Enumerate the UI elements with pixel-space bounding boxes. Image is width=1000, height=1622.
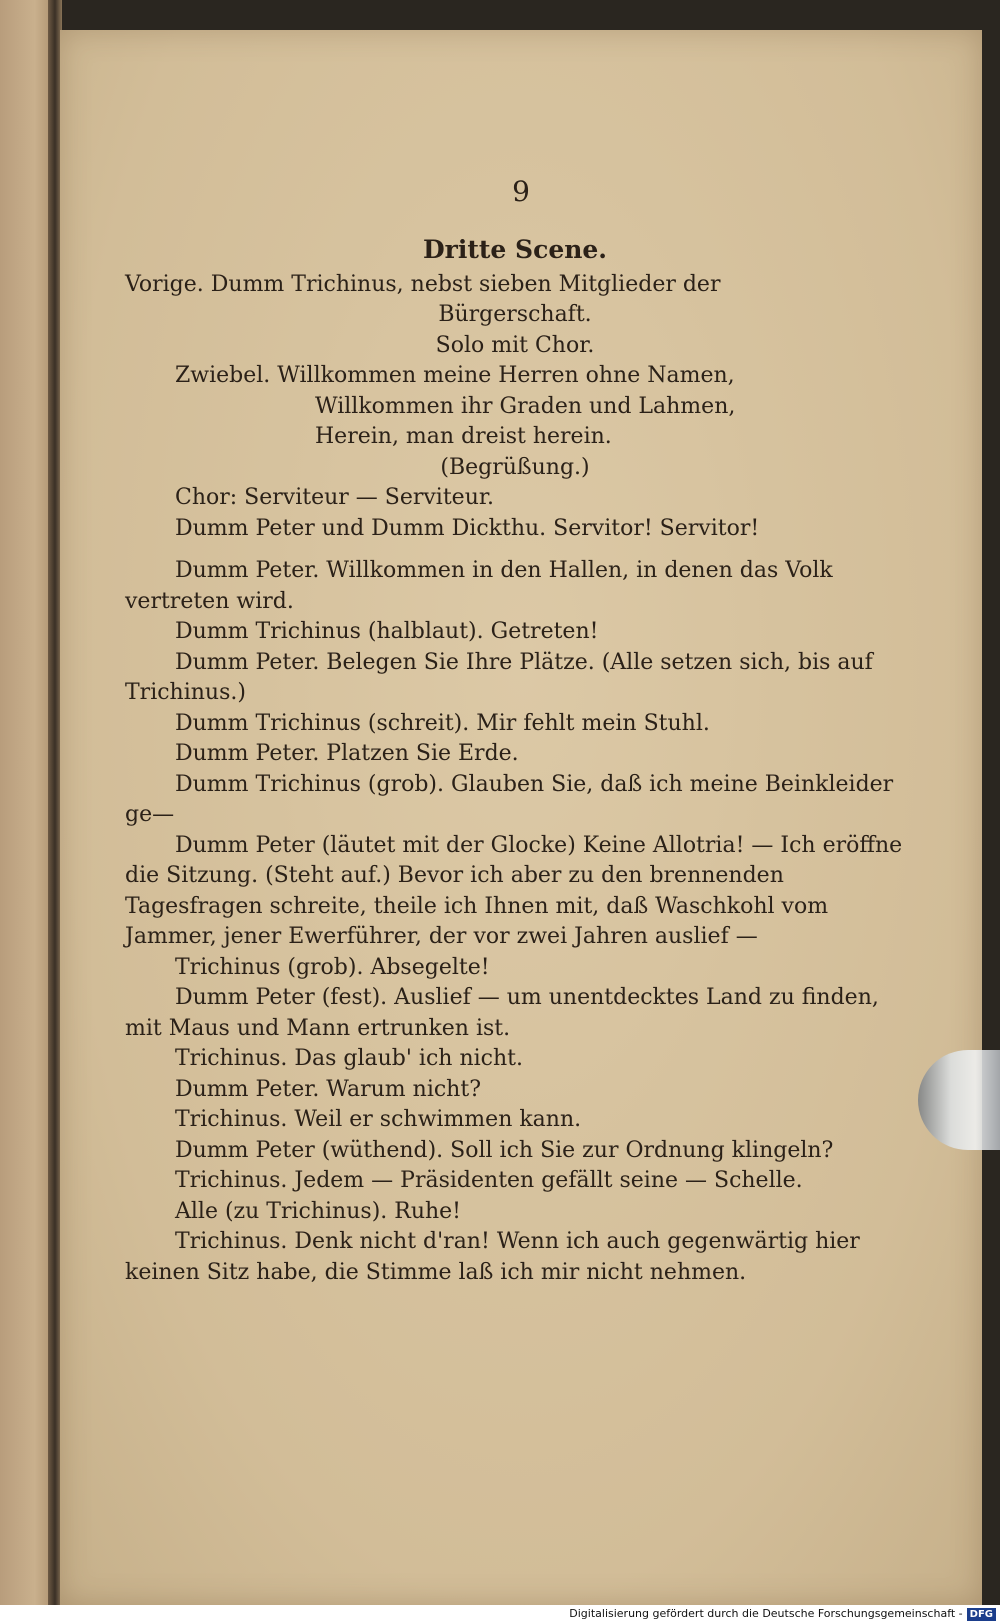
dialogue-line: Dumm Peter. Warum nicht? bbox=[175, 1076, 481, 1102]
dialogue-line: Dumm Trichinus (grob). Glauben Sie, daß ich meine Beinkleider ge— bbox=[125, 771, 894, 827]
dialogue-line: Dumm Peter (fest). Auslief — um unentdecktes Land zu finden, mit Maus und Mann ertrunken ist. bbox=[125, 985, 879, 1041]
dialogue-line: Dumm Peter. Willkommen in den Hallen, in denen das Volk vertreten wird. bbox=[125, 558, 833, 614]
scene-heading: Dritte Scene. bbox=[422, 235, 608, 264]
song-line: Willkommen ihr Graden und Lahmen, bbox=[315, 393, 736, 419]
dialogue-line: Dumm Peter. Platzen Sie Erde. bbox=[175, 741, 519, 766]
solo-label: Solo mit Chor. bbox=[435, 332, 595, 358]
book-page bbox=[60, 30, 982, 1605]
dialogue-line: Dumm Trichinus (schreit). Mir fehlt mein Stuhl. bbox=[175, 710, 710, 736]
dialogue-line: Dumm Peter und Dumm Dickthu. Servitor! Servitor! bbox=[175, 515, 760, 541]
dialogue-line: Alle (zu Trichinus). Ruhe! bbox=[175, 1198, 462, 1224]
dialogue-line: Dumm Peter. Belegen Sie Ihre Plätze. (Alle setzen sich, bis auf Trichinus.) bbox=[125, 649, 873, 705]
stage-direction: (Begrüßung.) bbox=[440, 454, 590, 480]
stage-direction-cont: Bürgerschaft. bbox=[438, 302, 592, 327]
page-text bbox=[125, 235, 905, 1288]
stage-direction: Vorige. Dumm Trichinus, nebst sieben Mitglieder der bbox=[125, 271, 721, 297]
dialogue-line: Trichinus. Das glaub' ich nicht. bbox=[175, 1046, 523, 1071]
dialogue-line: Trichinus. Denk nicht d'ran! Wenn ich auch gegenwärtig hier keinen Sitz habe, die Stimme laß ich mir nicht nehmen. bbox=[125, 1229, 860, 1285]
dialogue-line: Zwiebel. Willkommen meine Herren ohne Namen, bbox=[175, 363, 735, 388]
dialogue-line: Chor: Serviteur — Serviteur. bbox=[175, 485, 494, 510]
dialogue-line: Trichinus. Weil er schwimmen kann. bbox=[175, 1107, 582, 1132]
dfg-logo: DFG bbox=[967, 1608, 996, 1621]
dialogue-line: Trichinus. Jedem — Präsidenten gefällt seine — Schelle. bbox=[175, 1168, 803, 1193]
dialogue-line: Dumm Trichinus (halblaut). Getreten! bbox=[175, 619, 599, 644]
dialogue-line: Dumm Peter (wüthend). Soll ich Sie zur Ordnung klingeln? bbox=[175, 1137, 834, 1163]
page-number: 9 bbox=[512, 175, 530, 208]
dialogue-line: Trichinus (grob). Absegelte! bbox=[175, 954, 490, 980]
footer-text: Digitalisierung gefördert durch die Deutsche Forschungsgemeinschaft - bbox=[569, 1607, 963, 1620]
digitization-footer bbox=[0, 1605, 1000, 1622]
dialogue-line: Dumm Peter (läutet mit der Glocke) Keine Allotria! — Ich eröffne die Sitzung. (Steht auf.) Bevor ich aber zu den brennenden Tagesfragen schreite, theile ich Ihnen mit, daß Waschkohl vom Jammer, jener Ewerführer, der vor zwei Jahren auslief — bbox=[125, 832, 903, 949]
song-line: Herein, man dreist herein. bbox=[315, 424, 612, 449]
